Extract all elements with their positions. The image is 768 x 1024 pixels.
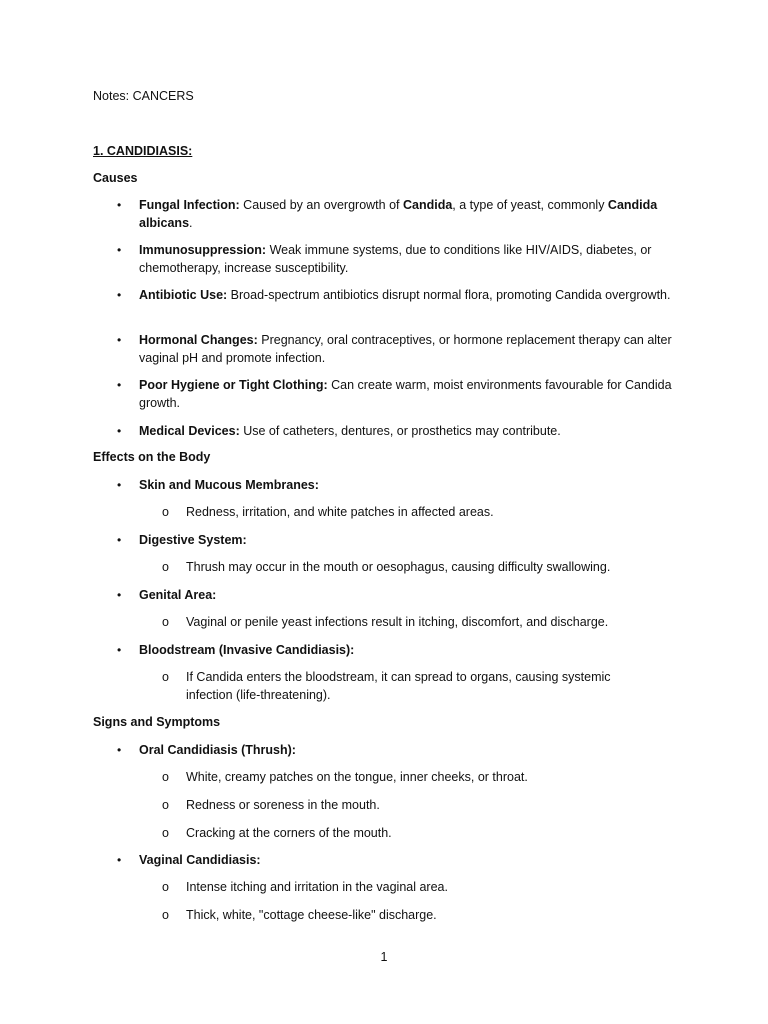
list-item <box>117 641 672 659</box>
list-item <box>117 476 672 494</box>
sub-list-item-text: If Candida enters the bloodstream, it can spread to organs, causing systemic infection (life-threatening). <box>186 670 611 702</box>
list-item-text: Oral Candidiasis (Thrush): <box>139 743 296 757</box>
bullet-icon: • <box>117 853 122 867</box>
sub-list-item-text: Thick, white, "cottage cheese-like" discharge. <box>186 908 437 922</box>
document-title: Notes: CANCERS <box>93 89 194 103</box>
circle-bullet-icon: o <box>162 798 169 812</box>
sub-list-item <box>162 796 642 814</box>
list-item <box>117 422 672 440</box>
list-item-text: Medical Devices: Use of catheters, dentures, or prosthetics may contribute. <box>139 424 561 438</box>
list-item-text: Bloodstream (Invasive Candidiasis): <box>139 643 355 657</box>
list-item-text: Vaginal Candidiasis: <box>139 853 261 867</box>
list-item <box>117 286 672 304</box>
circle-bullet-icon: o <box>162 560 169 574</box>
list-item <box>117 331 672 367</box>
sub-list-item-text: Cracking at the corners of the mouth. <box>186 826 392 840</box>
sub-list-item <box>162 668 642 704</box>
list-item-text: Hormonal Changes: Pregnancy, oral contraceptives, or hormone replacement therapy can alter vaginal pH and promote infection. <box>139 333 672 365</box>
bullet-icon: • <box>117 288 122 302</box>
bullet-icon: • <box>117 743 122 757</box>
circle-bullet-icon: o <box>162 880 169 894</box>
bullet-icon: • <box>117 478 122 492</box>
circle-bullet-icon: o <box>162 908 169 922</box>
sub-list-item-text: White, creamy patches on the tongue, inner cheeks, or throat. <box>186 770 528 784</box>
bullet-icon: • <box>117 243 122 257</box>
sub-list-item <box>162 906 642 924</box>
sub-list-item <box>162 824 642 842</box>
list-item <box>117 241 672 277</box>
bullet-icon: • <box>117 643 122 657</box>
sub-list-item-text: Vaginal or penile yeast infections result in itching, discomfort, and discharge. <box>186 615 609 629</box>
list-item <box>117 586 672 604</box>
list-item-text: Genital Area: <box>139 588 217 602</box>
sub-list-item-text: Redness, irritation, and white patches in affected areas. <box>186 505 494 519</box>
section-heading-candidiasis: 1. CANDIDIASIS: <box>93 144 193 158</box>
circle-bullet-icon: o <box>162 615 169 629</box>
sub-list-item-text: Thrush may occur in the mouth or oesophagus, causing difficulty swallowing. <box>186 560 611 574</box>
sub-list-item <box>162 558 642 576</box>
sub-list-item <box>162 503 642 521</box>
effects-heading: Effects on the Body <box>93 450 211 464</box>
circle-bullet-icon: o <box>162 770 169 784</box>
list-item <box>117 196 672 232</box>
list-item-text: Fungal Infection: Caused by an overgrowth of Candida, a type of yeast, commonly Candida albicans. <box>139 198 658 230</box>
list-item-text: Antibiotic Use: Broad-spectrum antibiotics disrupt normal flora, promoting Candida overgrowth. <box>139 288 671 302</box>
causes-heading: Causes <box>93 171 138 185</box>
sub-list-item-text: Intense itching and irritation in the vaginal area. <box>186 880 448 894</box>
bullet-icon: • <box>117 378 122 392</box>
circle-bullet-icon: o <box>162 670 169 684</box>
sub-list-item-text: Redness or soreness in the mouth. <box>186 798 380 812</box>
list-item <box>117 851 672 869</box>
bullet-icon: • <box>117 333 122 347</box>
page-number: 1 <box>380 950 388 964</box>
list-item <box>117 531 672 549</box>
symptoms-heading: Signs and Symptoms <box>93 715 221 729</box>
list-item-text: Digestive System: <box>139 533 247 547</box>
bullet-icon: • <box>117 533 122 547</box>
list-item-text: Immunosuppression: Weak immune systems, due to conditions like HIV/AIDS, diabetes, or chemotherapy, increase susceptibility. <box>139 243 652 275</box>
sub-list-item <box>162 613 642 631</box>
circle-bullet-icon: o <box>162 826 169 840</box>
list-item <box>117 376 672 412</box>
bullet-icon: • <box>117 198 122 212</box>
circle-bullet-icon: o <box>162 505 169 519</box>
list-item-text: Poor Hygiene or Tight Clothing: Can create warm, moist environments favourable for Candida growth. <box>139 378 672 410</box>
sub-list-item <box>162 878 642 896</box>
bullet-icon: • <box>117 588 122 602</box>
list-item-text: Skin and Mucous Membranes: <box>139 478 319 492</box>
bullet-icon: • <box>117 424 122 438</box>
sub-list-item <box>162 768 642 786</box>
list-item <box>117 741 672 759</box>
